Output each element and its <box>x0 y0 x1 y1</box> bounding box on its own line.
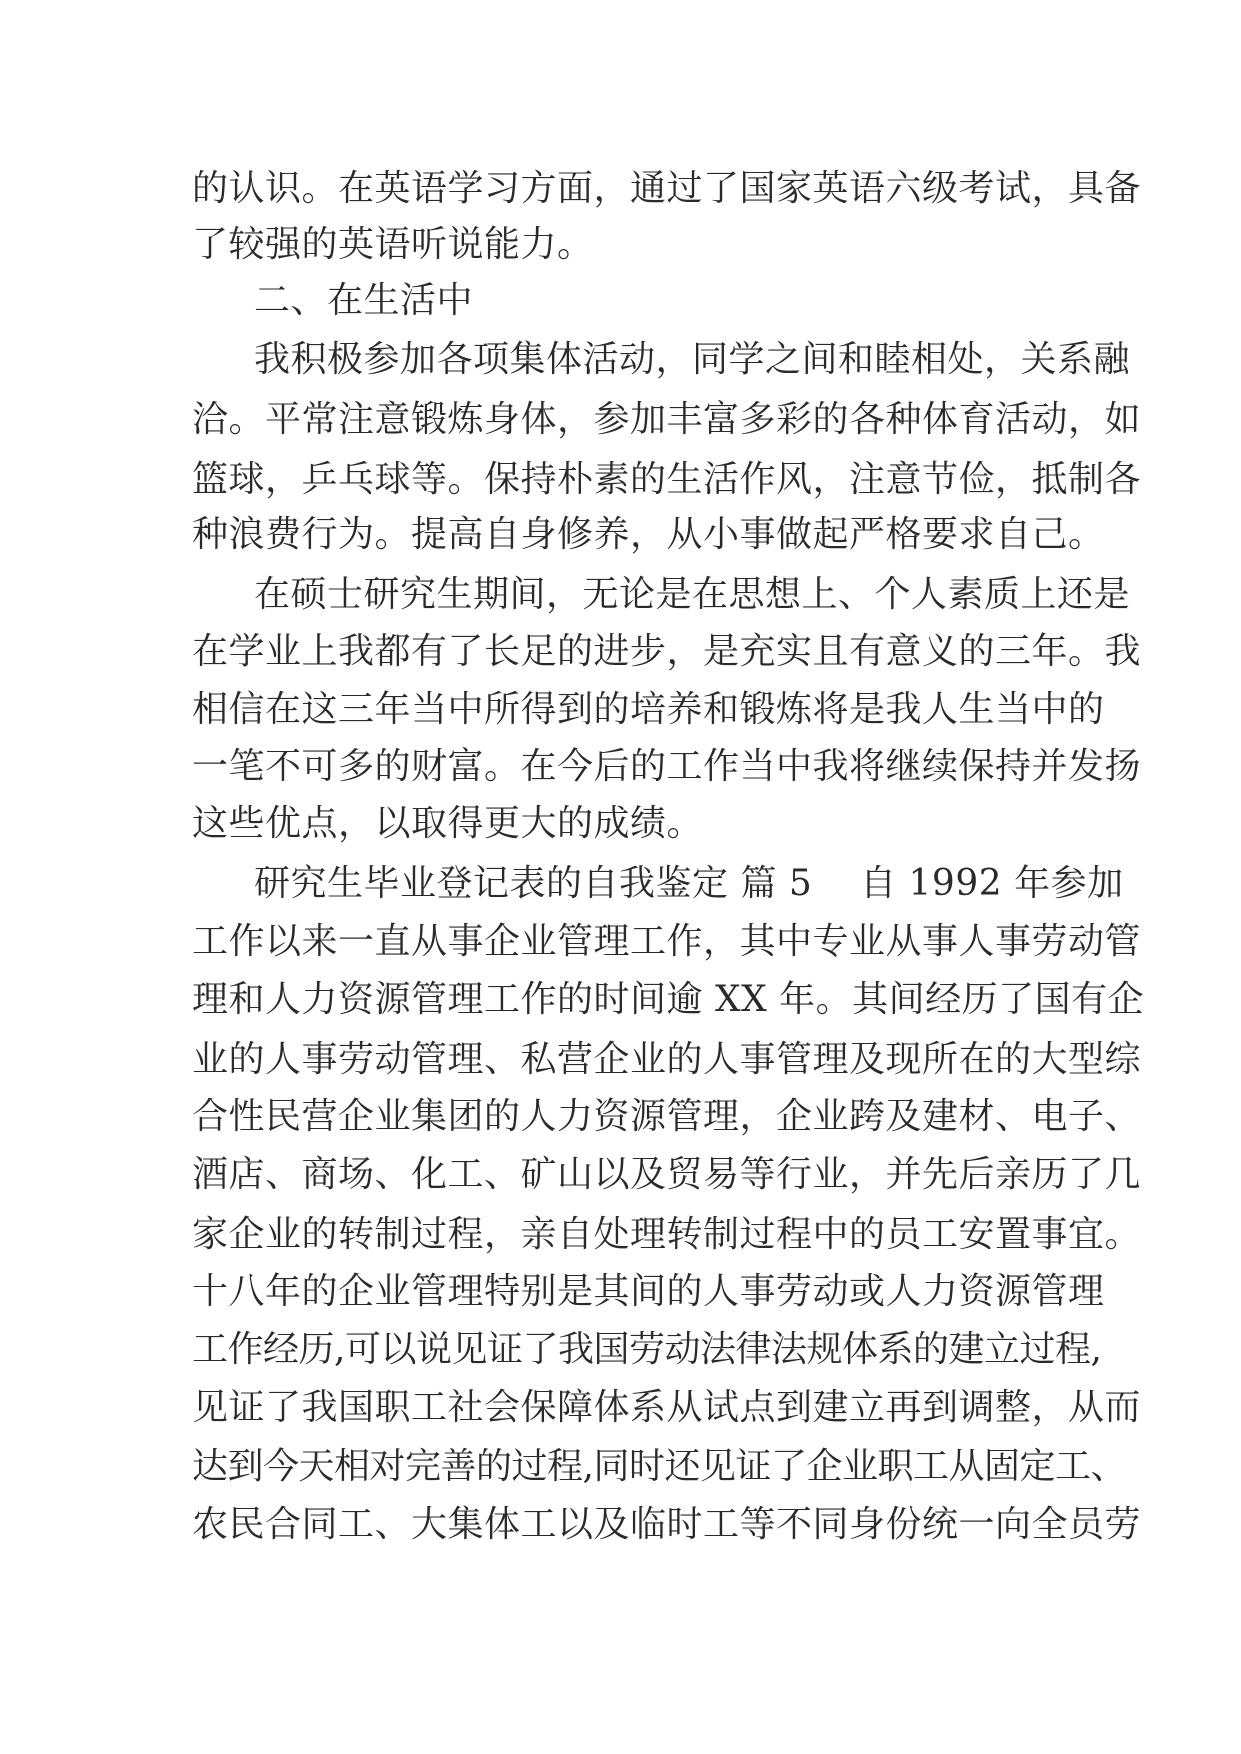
text-line: 业的人事劳动管理、私营企业的人事管理及现所在的大型综 <box>192 1039 1142 1080</box>
text-line: 在硕士研究生期间，无论是在思想上、个人素质上还是 <box>254 574 1131 615</box>
section-title-line: 研究生毕业登记表的自我鉴定 篇 5 自 1992 年参加 <box>254 863 1124 904</box>
text-line: 达到今天相对完善的过程,同时还见证了企业职工从固定工、 <box>192 1446 1126 1487</box>
text-line: 酒店、商场、化工、矿山以及贸易等行业，并先后亲历了几 <box>192 1154 1142 1195</box>
text-line: 篮球，乒乓球等。保持朴素的生活作风，注意节俭，抵制各 <box>192 459 1142 500</box>
text-line: 了较强的英语听说能力。 <box>192 224 594 265</box>
text-line: 家企业的转制过程，亲自处理转制过程中的员工安置事宜。 <box>192 1214 1142 1255</box>
text-line: 我积极参加各项集体活动，同学之间和睦相处，关系融 <box>254 339 1131 380</box>
text-line: 在学业上我都有了长足的进步，是充实且有意义的三年。我 <box>192 631 1142 672</box>
text-line: 十八年的企业管理特别是其间的人事劳动或人力资源管理 <box>192 1271 1105 1312</box>
text-line: 这些优点，以取得更大的成绩。 <box>192 803 704 844</box>
text-line: 合性民营企业集团的人力资源管理，企业跨及建材、电子、 <box>192 1096 1142 1137</box>
text-line: 洽。平常注意锻炼身体，参加丰富多彩的各种体育活动，如 <box>192 399 1142 440</box>
text-line: 一笔不可多的财富。在今后的工作当中我将继续保持并发扬 <box>192 746 1142 787</box>
text-line: 工作以来一直从事企业管理工作，其中专业从事人事劳动管 <box>192 921 1142 962</box>
text-line: 种浪费行为。提高自身修养，从小事做起严格要求自己。 <box>192 514 1105 555</box>
text-line: 相信在这三年当中所得到的培养和锻炼将是我人生当中的 <box>192 689 1105 730</box>
text-line: 理和人力资源管理工作的时间逾 XX 年。其间经历了国有企 <box>192 979 1145 1020</box>
text-line: 的认识。在英语学习方面，通过了国家英语六级考试，具备 <box>192 168 1142 209</box>
text-line: 工作经历,可以说见证了我国劳动法律法规体系的建立过程, <box>192 1329 1102 1370</box>
text-line: 农民合同工、大集体工以及临时工等不同身份统一向全员劳 <box>192 1504 1142 1545</box>
section-heading: 二、在生活中 <box>254 280 474 321</box>
text-line: 见证了我国职工社会保障体系从试点到建立再到调整，从而 <box>192 1387 1142 1428</box>
